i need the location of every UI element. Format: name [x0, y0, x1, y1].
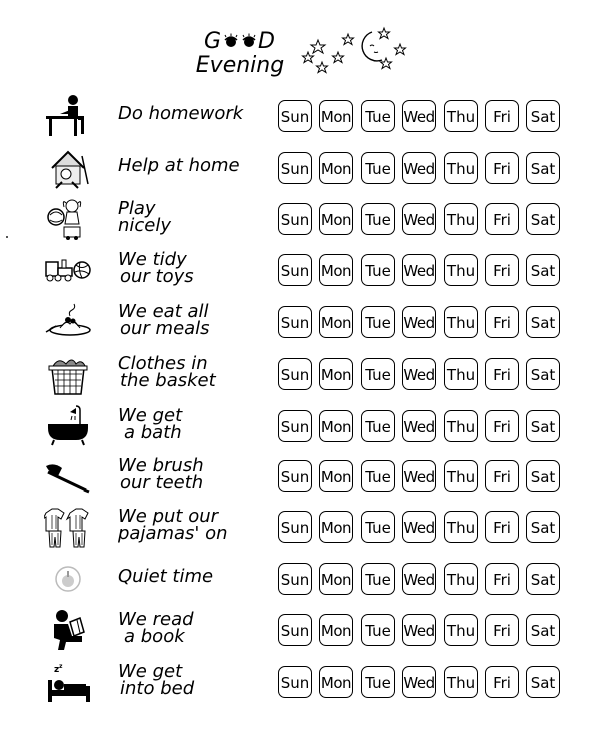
day-box-thu[interactable]: Thu	[444, 563, 478, 595]
day-box-sun[interactable]: Sun	[278, 358, 312, 390]
day-box-thu[interactable]: Thu	[444, 614, 478, 646]
day-box-fri[interactable]: Fri	[485, 410, 519, 442]
day-box-mon[interactable]: Mon	[319, 410, 353, 442]
routine-label: Play nicely	[118, 198, 172, 236]
routine-label: We brush our teeth	[118, 455, 204, 493]
bathtub-icon	[44, 404, 92, 448]
day-box-wed[interactable]: Wed	[402, 358, 436, 390]
day-box-wed[interactable]: Wed	[402, 254, 436, 286]
day-box-thu[interactable]: Thu	[444, 203, 478, 235]
page-title	[190, 30, 290, 78]
day-box-sun[interactable]: Sun	[278, 152, 312, 184]
day-box-wed[interactable]: Wed	[402, 152, 436, 184]
day-box-fri[interactable]: Fri	[485, 254, 519, 286]
toothbrush-icon	[44, 454, 92, 498]
svg-text:z: z	[59, 663, 63, 670]
toys-play-icon	[44, 197, 92, 241]
day-box-tue[interactable]: Tue	[361, 203, 395, 235]
routine-row	[0, 246, 600, 296]
title-line2: Evening	[195, 53, 285, 78]
day-box-thu[interactable]: Thu	[444, 306, 478, 338]
routine-label: Help at home	[118, 155, 240, 176]
day-box-mon[interactable]: Mon	[319, 306, 353, 338]
day-box-wed[interactable]: Wed	[402, 203, 436, 235]
day-box-fri[interactable]: Fri	[485, 460, 519, 492]
routine-label: Do homework	[118, 103, 244, 124]
routine-row	[0, 195, 600, 245]
day-box-thu[interactable]: Thu	[444, 410, 478, 442]
day-box-sun[interactable]: Sun	[278, 511, 312, 543]
day-box-thu[interactable]: Thu	[444, 152, 478, 184]
title-letter-g: G	[203, 29, 223, 54]
day-box-tue[interactable]: Tue	[361, 563, 395, 595]
day-box-thu[interactable]: Thu	[444, 358, 478, 390]
day-box-sun[interactable]: Sun	[278, 563, 312, 595]
day-box-tue[interactable]: Tue	[361, 614, 395, 646]
day-box-fri[interactable]: Fri	[485, 100, 519, 132]
day-box-tue[interactable]: Tue	[361, 152, 395, 184]
spaghetti-plate-icon	[44, 300, 92, 344]
day-box-sat[interactable]: Sat	[526, 511, 560, 543]
day-box-wed[interactable]: Wed	[402, 614, 436, 646]
house-helper-icon	[44, 146, 92, 190]
day-box-mon[interactable]: Mon	[319, 254, 353, 286]
title-line1	[190, 30, 290, 54]
routine-row	[0, 298, 600, 348]
day-box-sun[interactable]: Sun	[278, 100, 312, 132]
day-box-fri[interactable]: Fri	[485, 203, 519, 235]
day-box-mon[interactable]: Mon	[319, 666, 353, 698]
day-box-mon[interactable]: Mon	[319, 100, 353, 132]
day-box-tue[interactable]: Tue	[361, 410, 395, 442]
day-box-fri[interactable]: Fri	[485, 306, 519, 338]
routine-label: Clothes in the basket	[118, 353, 216, 391]
routine-label: We get into bed	[118, 661, 195, 699]
routine-row	[0, 606, 600, 656]
day-box-sat[interactable]: Sat	[526, 614, 560, 646]
day-box-wed[interactable]: Wed	[402, 563, 436, 595]
day-box-sun[interactable]: Sun	[278, 410, 312, 442]
routine-label: Quiet time	[118, 566, 214, 587]
day-box-sat[interactable]: Sat	[526, 358, 560, 390]
sleepy-eye-icon	[222, 30, 240, 54]
day-box-sat[interactable]: Sat	[526, 254, 560, 286]
day-box-sat[interactable]: Sat	[526, 152, 560, 184]
day-box-sat[interactable]: Sat	[526, 306, 560, 338]
day-box-sun[interactable]: Sun	[278, 666, 312, 698]
day-box-thu[interactable]: Thu	[444, 511, 478, 543]
day-box-sat[interactable]: Sat	[526, 410, 560, 442]
routine-label: We eat all our meals	[118, 301, 210, 339]
day-box-sat[interactable]: Sat	[526, 563, 560, 595]
day-box-sat[interactable]: Sat	[526, 666, 560, 698]
day-box-mon[interactable]: Mon	[319, 460, 353, 492]
day-box-fri[interactable]: Fri	[485, 152, 519, 184]
day-box-mon[interactable]: Mon	[319, 152, 353, 184]
day-box-mon[interactable]: Mon	[319, 203, 353, 235]
moon-stars-icon	[298, 26, 413, 76]
toy-train-ball-icon	[44, 248, 92, 292]
day-box-sat[interactable]: Sat	[526, 203, 560, 235]
day-box-wed[interactable]: Wed	[402, 666, 436, 698]
routine-row	[0, 402, 600, 452]
day-box-wed[interactable]: Wed	[402, 410, 436, 442]
day-box-fri[interactable]: Fri	[485, 358, 519, 390]
day-box-tue[interactable]: Tue	[361, 358, 395, 390]
day-box-thu[interactable]: Thu	[444, 666, 478, 698]
routine-row	[0, 350, 600, 400]
day-box-tue[interactable]: Tue	[361, 666, 395, 698]
day-box-fri[interactable]: Fri	[485, 563, 519, 595]
day-box-tue[interactable]: Tue	[361, 511, 395, 543]
laundry-basket-icon	[44, 352, 92, 396]
day-box-thu[interactable]: Thu	[444, 100, 478, 132]
day-box-mon[interactable]: Mon	[319, 563, 353, 595]
routine-label: We read a book	[118, 609, 194, 647]
routine-row	[0, 144, 600, 194]
day-box-mon[interactable]: Mon	[319, 511, 353, 543]
pajamas-icon	[44, 505, 92, 549]
routine-label: We tidy our toys	[118, 249, 194, 287]
day-box-tue[interactable]: Tue	[361, 254, 395, 286]
routine-row	[0, 452, 600, 502]
title-letter-d: D	[258, 29, 276, 54]
routine-row	[0, 92, 600, 142]
day-box-sun[interactable]: Sun	[278, 614, 312, 646]
chart-header	[150, 26, 450, 86]
routine-row	[0, 658, 600, 708]
routine-row	[0, 555, 600, 605]
day-box-mon[interactable]: Mon	[319, 614, 353, 646]
day-box-sun[interactable]: Sun	[278, 254, 312, 286]
day-box-sun[interactable]: Sun	[278, 306, 312, 338]
day-box-sat[interactable]: Sat	[526, 460, 560, 492]
sleepy-eye-icon	[240, 30, 258, 54]
routine-label: We put our pajamas' on	[118, 506, 228, 544]
quiet-please-icon	[44, 557, 92, 601]
reading-child-icon	[44, 608, 92, 652]
day-box-tue[interactable]: Tue	[361, 306, 395, 338]
bed-sleep-icon	[44, 660, 92, 704]
day-box-tue[interactable]: Tue	[361, 100, 395, 132]
day-box-thu[interactable]: Thu	[444, 460, 478, 492]
child-at-desk-icon	[44, 94, 92, 138]
day-box-mon[interactable]: Mon	[319, 358, 353, 390]
day-box-sun[interactable]: Sun	[278, 203, 312, 235]
day-box-fri[interactable]: Fri	[485, 614, 519, 646]
day-box-wed[interactable]: Wed	[402, 460, 436, 492]
day-box-wed[interactable]: Wed	[402, 511, 436, 543]
day-box-wed[interactable]: Wed	[402, 306, 436, 338]
day-box-wed[interactable]: Wed	[402, 100, 436, 132]
day-box-sat[interactable]: Sat	[526, 100, 560, 132]
svg-text:z: z	[54, 665, 60, 675]
routine-label: We get a bath	[118, 405, 183, 443]
day-box-fri[interactable]: Fri	[485, 511, 519, 543]
day-box-fri[interactable]: Fri	[485, 666, 519, 698]
day-box-thu[interactable]: Thu	[444, 254, 478, 286]
day-box-tue[interactable]: Tue	[361, 460, 395, 492]
routine-row	[0, 503, 600, 553]
day-box-sun[interactable]: Sun	[278, 460, 312, 492]
